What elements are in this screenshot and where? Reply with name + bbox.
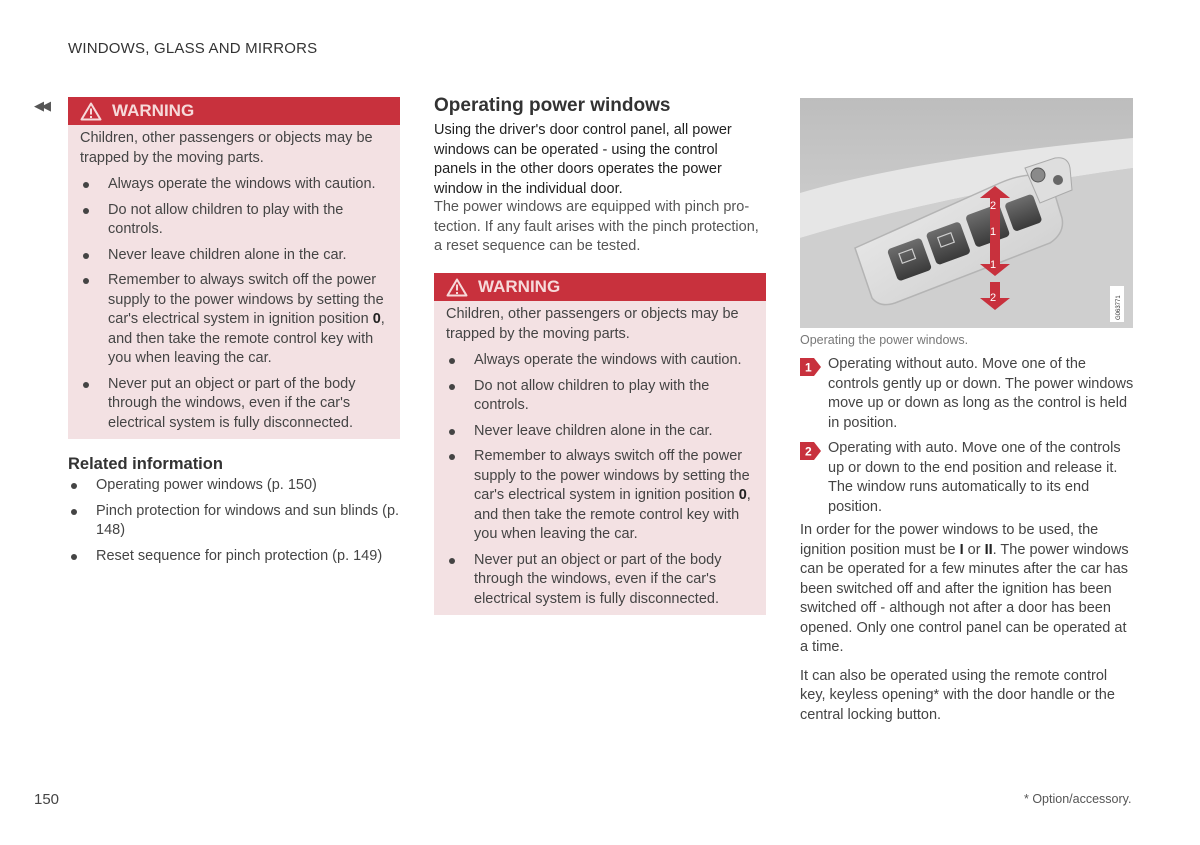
- warning-item: Do not allow children to play with the controls.: [446, 377, 754, 416]
- window-controls-photo: [800, 98, 1133, 328]
- figure-caption: Operating the power windows.: [800, 333, 969, 347]
- warning-item: Never put an object or part of the body through the windows, even if the car's electrical system is fully disconnected.: [446, 551, 754, 610]
- lead-paragraph: Using the driver's door control panel, all power windows can be operated - using the control panels in the other doors operates the power window in the individual door.: [434, 122, 732, 197]
- warning-item: Always operate the windows with caution.: [80, 175, 388, 195]
- warning-item: Always operate the windows with caution.: [446, 351, 754, 371]
- steps-list: [800, 355, 1134, 725]
- figure-marker-label: 1: [990, 259, 997, 271]
- warning-item: [80, 271, 388, 369]
- remote-paragraph: It can also be operated using the remote control key, keyless opening* with the door handle or the central locking button.: [800, 667, 1115, 723]
- warning-item: Never put an object or part of the body through the windows, even if the car's electrical system is fully disconnected.: [80, 375, 388, 434]
- footnote: * Option/accessory.: [1024, 792, 1132, 806]
- ignition-position-label: I: [959, 541, 964, 558]
- figure-marker-label: 2: [990, 200, 997, 212]
- ignition-paragraph-text: In order for the power windows to be used, the ignition position must be: [800, 522, 1099, 558]
- page-title: Operating power windows: [434, 95, 671, 116]
- ignition-paragraph-text: . The power windows can be operated for a few minutes after the car has been switched off and after the ignition has been switched off - although not after a door has been opened. Only one control panel can be operated at a time.: [800, 541, 1129, 655]
- warning-triangle-icon: [446, 278, 468, 297]
- page-number: 150: [34, 791, 60, 808]
- related-information-title: Related information: [68, 455, 223, 473]
- related-link[interactable]: Operating power windows (p. 150): [68, 476, 408, 496]
- related-link[interactable]: Reset sequence for pinch protection (p. 149): [68, 547, 408, 567]
- warning-item-text: Remember to always switch off the power supply to the power windows by setting the car's electrical system in ignition position: [108, 272, 384, 327]
- warning-box-left: [68, 97, 400, 439]
- figure-code: G063771: [1116, 295, 1122, 320]
- related-link[interactable]: Pinch protection for windows and sun blinds (p. 148): [68, 502, 408, 541]
- step-number-icon: [800, 358, 828, 433]
- ignition-position-label: 0: [372, 311, 381, 327]
- step-text: Operating with auto. Move one of the controls up or down to the end position and release it. The window runs automatically to its end position.: [828, 440, 1121, 515]
- section-title: WINDOWS, GLASS AND MIRRORS: [68, 40, 318, 57]
- warning-intro: Children, other passengers or objects may be trapped by the moving parts.: [80, 130, 373, 166]
- ignition-paragraph-text: or: [963, 541, 985, 558]
- warning-header: [434, 273, 766, 301]
- step-item: [800, 355, 1134, 433]
- double-chevron-left-icon[interactable]: ◀◀: [34, 98, 48, 113]
- related-information-list: [68, 476, 408, 572]
- warning-item-text: , and then take the remote control key with you when leaving the car.: [474, 487, 751, 542]
- warning-item: Never leave children alone in the car.: [80, 246, 388, 266]
- warning-item: [446, 447, 754, 545]
- warning-title: WARNING: [112, 101, 195, 120]
- figure-marker-label: 2: [990, 292, 997, 304]
- step-number: 2: [805, 444, 812, 459]
- ignition-position-label: 0: [738, 487, 747, 503]
- warning-item-text: Remember to always switch off the power supply to the power windows by setting the car's electrical system in ignition position: [474, 448, 750, 503]
- warning-item: Do not allow children to play with the controls.: [80, 201, 388, 240]
- warning-triangle-icon: [80, 102, 102, 121]
- door-panel-illustration: [800, 98, 1133, 328]
- ignition-paragraph: [800, 521, 1134, 658]
- ignition-position-label: II: [984, 541, 993, 558]
- step-item: [800, 439, 1134, 517]
- figure-marker-label: 1: [990, 226, 997, 238]
- warning-item-text: , and then take the remote control key with you when leaving the car.: [108, 311, 385, 366]
- warning-title: WARNING: [478, 277, 561, 296]
- warning-item: Never leave children alone in the car.: [446, 422, 754, 442]
- warning-header: [68, 97, 400, 125]
- step-text: Operating without auto. Move one of the controls gently up or down. The power windows move up or down as long as the control is held in position.: [828, 356, 1134, 431]
- warning-box-middle: [434, 273, 766, 615]
- body-paragraph: The power windows are equipped with pinch protection. If any fault arises with the pinch protection, a reset sequence can be tested.: [434, 199, 759, 254]
- step-number: 1: [805, 360, 812, 375]
- warning-intro: Children, other passengers or objects may be trapped by the moving parts.: [446, 306, 739, 342]
- step-number-icon: [800, 442, 828, 517]
